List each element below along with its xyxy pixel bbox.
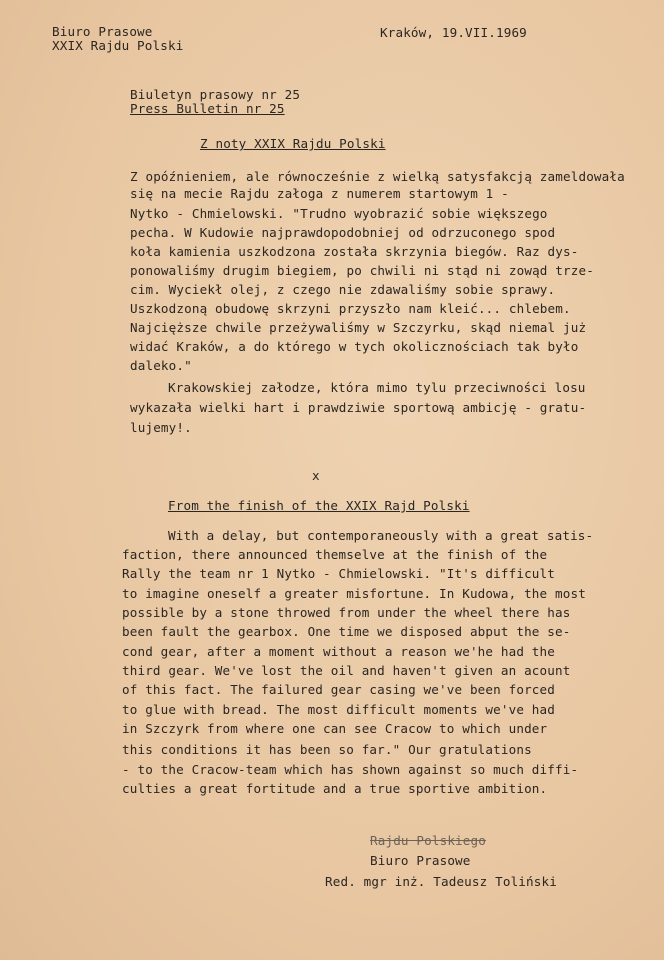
en-line-14: culties a great fortitude and a true sportive ambition. — [122, 781, 548, 796]
bulletin-number-pl: Biuletyn prasowy nr 25 — [130, 87, 301, 102]
pl-line-12: Krakowskiej załodze, która mimo tylu przeciwności losu — [168, 380, 586, 395]
en-line-10: to glue with bread. The most difficult moments we've had — [122, 702, 555, 717]
signature-editor: Red. mgr inż. Tadeusz Toliński — [325, 874, 557, 889]
pl-line-3: Nytko - Chmielowski. "Trudno wyobrazić sobie większego — [130, 206, 548, 221]
pl-line-13: wykazała wielki hart i prawdziwie sportową ambicję - gratu- — [130, 400, 587, 415]
org-line-2: XXIX Rajdu Polski — [52, 38, 184, 53]
en-line-5: possible by a stone throwed from under the wheel there has — [122, 605, 571, 620]
pl-line-9: Najcięższe chwile przeżywaliśmy w Szczyrku, skąd niemal już — [130, 320, 587, 335]
place-date: Kraków, 19.VII.1969 — [380, 25, 527, 40]
signature-office: Biuro Prasowe — [370, 853, 471, 868]
pl-line-7: cim. Wyciekł olej, z czego nie zdawaliśmy sobie sprawy. — [130, 282, 556, 297]
en-line-4: to imagine oneself a greater misfortune. In Kudowa, the most — [122, 586, 586, 601]
pl-line-4: pecha. W Kudowie najprawdopodobniej od odrzuconego spod — [130, 225, 556, 240]
en-section-title: From the finish of the XXIX Rajd Polski — [168, 498, 470, 513]
en-line-3: Rally the team nr 1 Nytko - Chmielowski. "It's difficult — [122, 566, 555, 581]
en-line-9: of this fact. The failured gear casing we've been forced — [122, 682, 555, 697]
en-line-8: third gear. We've lost the oil and haven't given an acount — [122, 663, 571, 678]
org-line-1: Biuro Prasowe — [52, 24, 153, 39]
en-line-13: - to the Cracow-team which has shown against so much diffi- — [122, 762, 579, 777]
en-line-11: in Szczyrk from where one can see Cracow to which under — [122, 721, 548, 736]
pl-line-1: Z opóźnieniem, ale równocześnie z wielką satysfakcją zameldowała się na mecie Rajdu załoga z numerem startowym 1 - — [130, 169, 625, 201]
struck-out-text: Rajdu Polskiego — [370, 833, 486, 848]
pl-line-10: widać Kraków, a do którego w tych okolicznościach tak było — [130, 339, 579, 354]
pl-line-6: ponowaliśmy drugim biegiem, po chwili ni stąd ni zowąd trze- — [130, 263, 594, 278]
bulletin-number-en: Press Bulletin nr 25 — [130, 101, 285, 116]
en-line-12: this conditions it has been so far." Our gratulations — [122, 742, 532, 757]
en-line-6: been fault the gearbox. One time we disposed abput the se- — [122, 624, 571, 639]
pl-section-title: Z noty XXIX Rajdu Polski — [200, 136, 386, 151]
pl-line-5: koła kamienia uszkodzona została skrzynia biegów. Raz dys- — [130, 244, 579, 259]
section-separator: x — [312, 468, 320, 483]
en-line-2: faction, there announced themselve at the finish of the — [122, 547, 548, 562]
en-line-1: With a delay, but contemporaneously with a great satis- — [168, 528, 594, 543]
pl-line-14: lujemy!. — [130, 420, 192, 435]
pl-line-11: daleko." — [130, 358, 192, 373]
pl-line-8: Uszkodzoną obudowę skrzyni przyszło nam kleić... chlebem. — [130, 301, 571, 316]
en-line-7: cond gear, after a moment without a reason we'he had the — [122, 644, 555, 659]
